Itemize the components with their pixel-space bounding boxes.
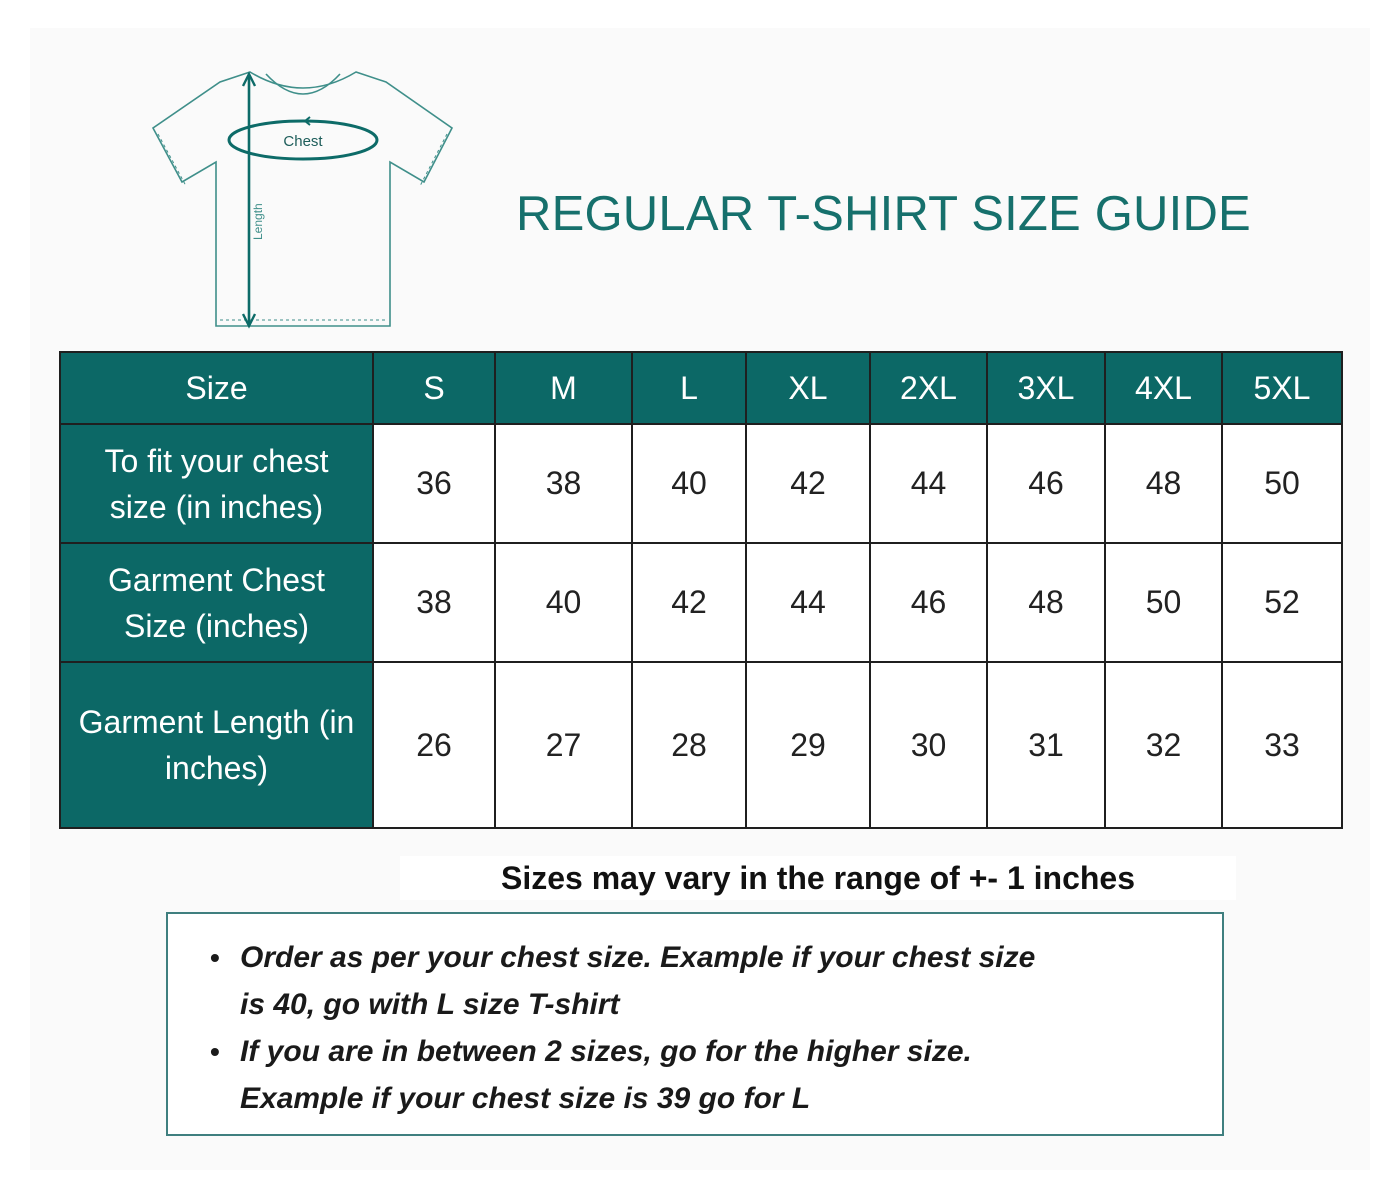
- bullet-icon: •: [210, 942, 220, 973]
- table-cell: 42: [746, 424, 870, 543]
- table-cell: 40: [495, 543, 632, 662]
- table-row: [60, 662, 1342, 828]
- header-size: M: [495, 352, 632, 424]
- row-label: To fit your chest size (in inches): [60, 424, 373, 543]
- tips-box: [166, 912, 1224, 1136]
- row-label: Garment Length (in inches): [60, 662, 373, 828]
- table-row: [60, 424, 1342, 543]
- table-cell: 46: [987, 424, 1105, 543]
- page-title: REGULAR T-SHIRT SIZE GUIDE: [516, 187, 1251, 241]
- bullet-icon: •: [210, 1036, 220, 1067]
- header-size: XL: [746, 352, 870, 424]
- chest-label: Chest: [283, 133, 323, 150]
- table-cell: 52: [1222, 543, 1342, 662]
- table-cell: 36: [373, 424, 495, 543]
- table-cell: 27: [495, 662, 632, 828]
- table-cell: 44: [870, 424, 987, 543]
- table-cell: 48: [987, 543, 1105, 662]
- table-cell: 50: [1222, 424, 1342, 543]
- table-cell: 42: [632, 543, 746, 662]
- header-size: 5XL: [1222, 352, 1342, 424]
- table-cell: 50: [1105, 543, 1222, 662]
- table-cell: 44: [746, 543, 870, 662]
- tip-item: • Order as per your chest size. Example if your chest size is 40, go with L size T-shirt: [208, 934, 1168, 1028]
- header-size-label: Size: [60, 352, 373, 424]
- table-cell: 38: [373, 543, 495, 662]
- table-cell: 31: [987, 662, 1105, 828]
- table-cell: 40: [632, 424, 746, 543]
- row-label: Garment Chest Size (inches): [60, 543, 373, 662]
- table-cell: 29: [746, 662, 870, 828]
- table-cell: 46: [870, 543, 987, 662]
- table-row: [60, 543, 1342, 662]
- header-size: L: [632, 352, 746, 424]
- header-size: 2XL: [870, 352, 987, 424]
- size-variance-note: Sizes may vary in the range of +- 1 inches: [400, 856, 1236, 900]
- tshirt-outline: [153, 72, 452, 326]
- table-cell: 33: [1222, 662, 1342, 828]
- tips-list: [208, 934, 1168, 1122]
- header-size: 3XL: [987, 352, 1105, 424]
- table-cell: 26: [373, 662, 495, 828]
- table-cell: 28: [632, 662, 746, 828]
- header-size: 4XL: [1105, 352, 1222, 424]
- table-header-row: [60, 352, 1342, 424]
- length-label: Length: [251, 203, 265, 240]
- header-size: S: [373, 352, 495, 424]
- tshirt-diagram: [150, 62, 455, 332]
- tip-item: • If you are in between 2 sizes, go for the higher size. Example if your chest size is 39 go for L: [208, 1028, 1168, 1122]
- table-cell: 38: [495, 424, 632, 543]
- size-chart-table: [59, 351, 1343, 829]
- table-cell: 32: [1105, 662, 1222, 828]
- table-cell: 30: [870, 662, 987, 828]
- table-cell: 48: [1105, 424, 1222, 543]
